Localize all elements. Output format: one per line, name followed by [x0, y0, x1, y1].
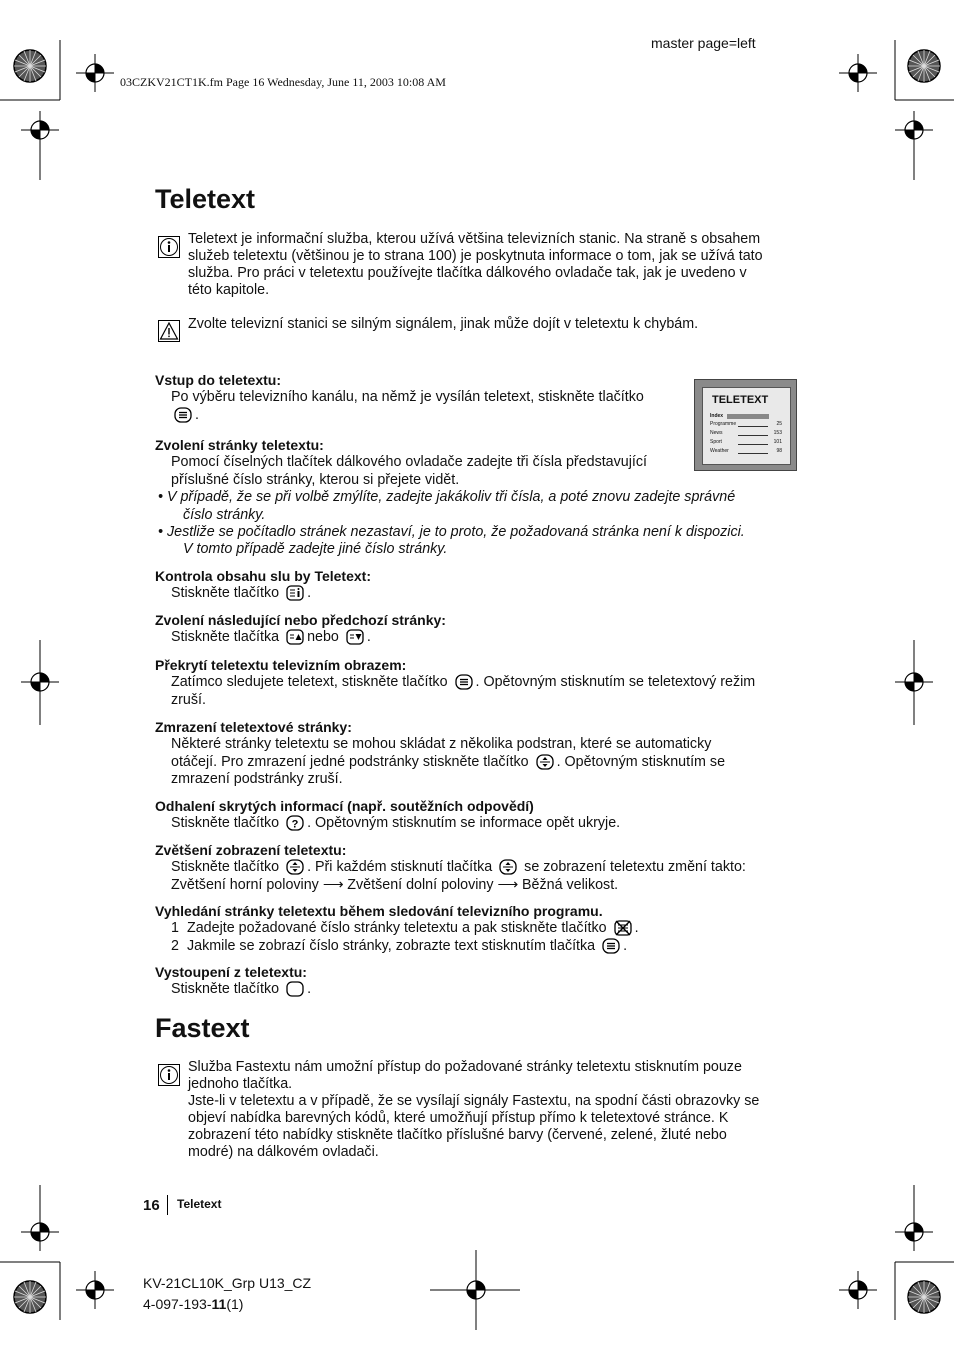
index-text-2: .: [307, 585, 312, 602]
hold-line: . Opětovným stisknutím se: [556, 753, 726, 770]
section-next-page: [155, 612, 800, 647]
select-line: Pomocí číselných tlačítek dálkového ovladače zadejte tři čísla představující: [171, 454, 648, 471]
info-line: Teletext je informační služba, kterou užívá většina televizních stanic. Na straně s obsahem: [188, 231, 761, 247]
enter-heading: Vstup do teletextu:: [155, 372, 282, 388]
search-heading: Vyhledání stránky teletextu během sledování televizního programu.: [155, 903, 603, 919]
search-step-2-end: .: [623, 937, 628, 954]
next-text-3: .: [366, 629, 371, 646]
search-step-1-end: .: [634, 920, 639, 937]
screen-row: [710, 421, 782, 429]
next-text-2: nebo: [307, 629, 339, 646]
master-page-label: master page=left: [651, 35, 756, 51]
reveal-heading: Odhalení skrytých informací (např. soutěžních odpovědí): [155, 798, 534, 814]
teletext-info: [188, 231, 800, 299]
select-heading: Zvolení stránky teletextu:: [155, 437, 324, 453]
step-number: 1: [171, 920, 179, 937]
page-number: 16: [143, 1197, 160, 1214]
search-step-2: Jakmile se zobrazí číslo stránky, zobrazte text stisknutím tlačítka: [187, 937, 596, 954]
info-icon: [158, 1064, 180, 1086]
screen-row-leader: [738, 426, 768, 427]
screen-row-value: 98: [776, 448, 782, 454]
reveal-text: [155, 815, 800, 832]
zoom-text-6: Běžná velikost.: [522, 876, 619, 893]
part-number-a: 4-097-193-: [143, 1296, 212, 1312]
index-text: [155, 585, 800, 602]
part-number-b: 11: [211, 1296, 227, 1312]
screen-index: Index: [710, 413, 724, 419]
fastext-heading: Fastext: [155, 1013, 250, 1043]
select-text: [155, 454, 800, 489]
tv-button-icon: [286, 981, 304, 997]
hold-text: [155, 736, 800, 788]
info-line: služeb teletextu (většinou je to strana 100) je poskytnuta informace o tom, jak se užívá tato: [188, 248, 763, 264]
page-down-button-icon: [346, 629, 364, 645]
zoom-button-icon: [499, 859, 517, 875]
mix-text: [155, 674, 800, 709]
zoom-text-4: Zvětšení horní poloviny: [171, 876, 319, 893]
zoom-text-3: se zobrazení teletextu změní takto:: [524, 859, 746, 876]
teletext-button-icon: [174, 407, 192, 423]
info-icon: [158, 236, 180, 258]
part-number: [143, 1296, 243, 1312]
reveal-text-2: . Opětovným stisknutím se informace opět ukryje.: [307, 815, 621, 832]
warning-icon: [158, 320, 180, 342]
page-up-button-icon: [286, 629, 304, 645]
select-bullet-cont: číslo stránky.: [183, 506, 266, 523]
section-select: [155, 437, 800, 559]
section-search: [155, 903, 800, 955]
search-step-1: Zadejte požadované číslo stránky teletextu a pak stiskněte tlačítko: [187, 920, 607, 937]
screen-title: TELETEXT: [712, 394, 769, 406]
info-line: Jste-li v teletextu a v případě, že se vysílají signály Fastextu, na spodní části obrazovky se: [188, 1093, 760, 1109]
section-mix: [155, 657, 800, 709]
zoom-button-icon: [286, 859, 304, 875]
screen-row-value: 25: [776, 421, 782, 427]
info-line: objeví nabídka barevných kódů, které umožňují přístup přímo k teletextové stránce. K: [188, 1110, 729, 1126]
screen-row-leader: [738, 435, 768, 436]
section-hold: [155, 719, 800, 789]
info-line: Služba Fastextu nám umožní přístup do požadované stránky teletextu stisknutím pouze: [188, 1059, 742, 1075]
select-line: příslušné číslo stránky, kterou si přejete vidět.: [171, 471, 460, 488]
teletext-button-icon: [455, 674, 473, 690]
section-exit: [155, 964, 800, 999]
screen-row-label: Sport: [710, 439, 722, 445]
search-text: [155, 920, 800, 955]
arrow-icon: ⟶: [497, 876, 519, 893]
screen-row-label: News: [710, 430, 723, 436]
warning-text: Zvolte televizní stanici se silným signálem, jinak může dojít v teletextu k chybám.: [188, 316, 699, 332]
mix-text-3: zruší.: [171, 691, 206, 708]
exit-text-2: .: [307, 981, 312, 998]
next-text: [155, 629, 800, 646]
index-text-1: Stiskněte tlačítko: [171, 585, 280, 602]
next-heading: Zvolení následující nebo předchozí stránky:: [155, 612, 446, 628]
hold-line: Některé stránky teletextu se mohou skládat z několika podstran, které se automaticky: [171, 736, 712, 753]
model-code: KV-21CL10K_Grp U13_CZ: [143, 1275, 312, 1291]
mix-text-2: . Opětovným stisknutím se teletextový režim: [475, 674, 756, 691]
mix-text-1: Zatímco sledujete teletext, stiskněte tlačítko: [171, 674, 448, 691]
section-index: [155, 568, 800, 603]
mix-heading: Překrytí teletextu televizním obrazem:: [155, 657, 407, 673]
screen-row-label: Programme: [710, 421, 737, 427]
index-heading: Kontrola obsahu slu by Teletext:: [155, 568, 371, 584]
footer-divider: [167, 1195, 168, 1215]
footer-section: Teletext: [177, 1197, 222, 1211]
info-line: modré) na dálkovém ovladači.: [188, 1144, 379, 1160]
section-enter: [155, 372, 695, 424]
screen-row-value: 101: [773, 439, 782, 445]
select-bullet: • Jestliže se počítadlo stránek nezastaví, je to proto, že požadovaná stránka není k dispozici.: [158, 524, 745, 541]
hold-line: otáčejí. Pro zmrazení jedné podstránky stiskněte tlačítko: [171, 753, 529, 770]
step-number: 2: [171, 937, 179, 954]
zoom-text: [155, 859, 800, 894]
exit-text: [155, 981, 800, 998]
zoom-text-2: . Při každém stisknutí tlačítka: [307, 859, 493, 876]
info-line: této kapitole.: [188, 282, 270, 298]
reveal-text-1: Stiskněte tlačítko: [171, 815, 280, 832]
info-line: jednoho tlačítka.: [188, 1076, 293, 1092]
index-button-icon: [286, 585, 304, 601]
exit-text-1: Stiskněte tlačítko: [171, 981, 280, 998]
exit-heading: Vystoupení z teletextu:: [155, 964, 307, 980]
reveal-button-icon: [286, 815, 304, 831]
part-number-c: (1): [226, 1296, 244, 1312]
svg-text:?: ?: [291, 818, 299, 831]
select-bullet-cont: V tomto případě zadejte jiné číslo stránky.: [183, 541, 448, 558]
enter-text: [155, 389, 695, 424]
hold-button-icon: [536, 754, 554, 770]
index-bar: [727, 414, 769, 419]
arrow-icon: ⟶: [322, 876, 344, 893]
screen-row-label: Weather: [710, 448, 729, 454]
section-zoom: [155, 842, 800, 894]
zoom-text-1: Stiskněte tlačítko: [171, 859, 280, 876]
select-bullet: • V případě, že se při volbě zmýlíte, zadejte jakákoliv tři čísla, a poté znovu zadejte správné: [158, 489, 736, 506]
info-line: zobrazení této nabídky stiskněte tlačítko příslušné barvy (červené, zelené, žluté nebo: [188, 1127, 727, 1143]
file-info: 03CZKV21CT1K.fm Page 16 Wednesday, June 11, 2003 10:08 AM: [120, 75, 446, 89]
screen-row-value: 153: [773, 430, 782, 436]
zoom-text-5: Zvětšení dolní poloviny: [347, 876, 494, 893]
teletext-button-icon: [602, 938, 620, 954]
tv-cancel-button-icon: [614, 920, 632, 936]
section-reveal: [155, 798, 800, 833]
teletext-heading: Teletext: [155, 184, 256, 214]
zoom-heading: Zvětšení zobrazení teletextu:: [155, 842, 347, 858]
enter-text-2: .: [195, 406, 199, 423]
next-text-1: Stiskněte tlačítka: [171, 629, 280, 646]
fastext-info: [188, 1059, 800, 1161]
info-line: služba. Pro práci v teletextu používejte tlačítka dálkového ovladače tak, jak je uvedeno v: [188, 265, 747, 281]
hold-heading: Zmrazení teletextové stránky:: [155, 719, 352, 735]
hold-line: zmrazení podstránky zruší.: [171, 771, 343, 788]
enter-text-1: Po výběru televizního kanálu, na němž je vysílán teletext, stiskněte tlačítko: [171, 389, 644, 406]
